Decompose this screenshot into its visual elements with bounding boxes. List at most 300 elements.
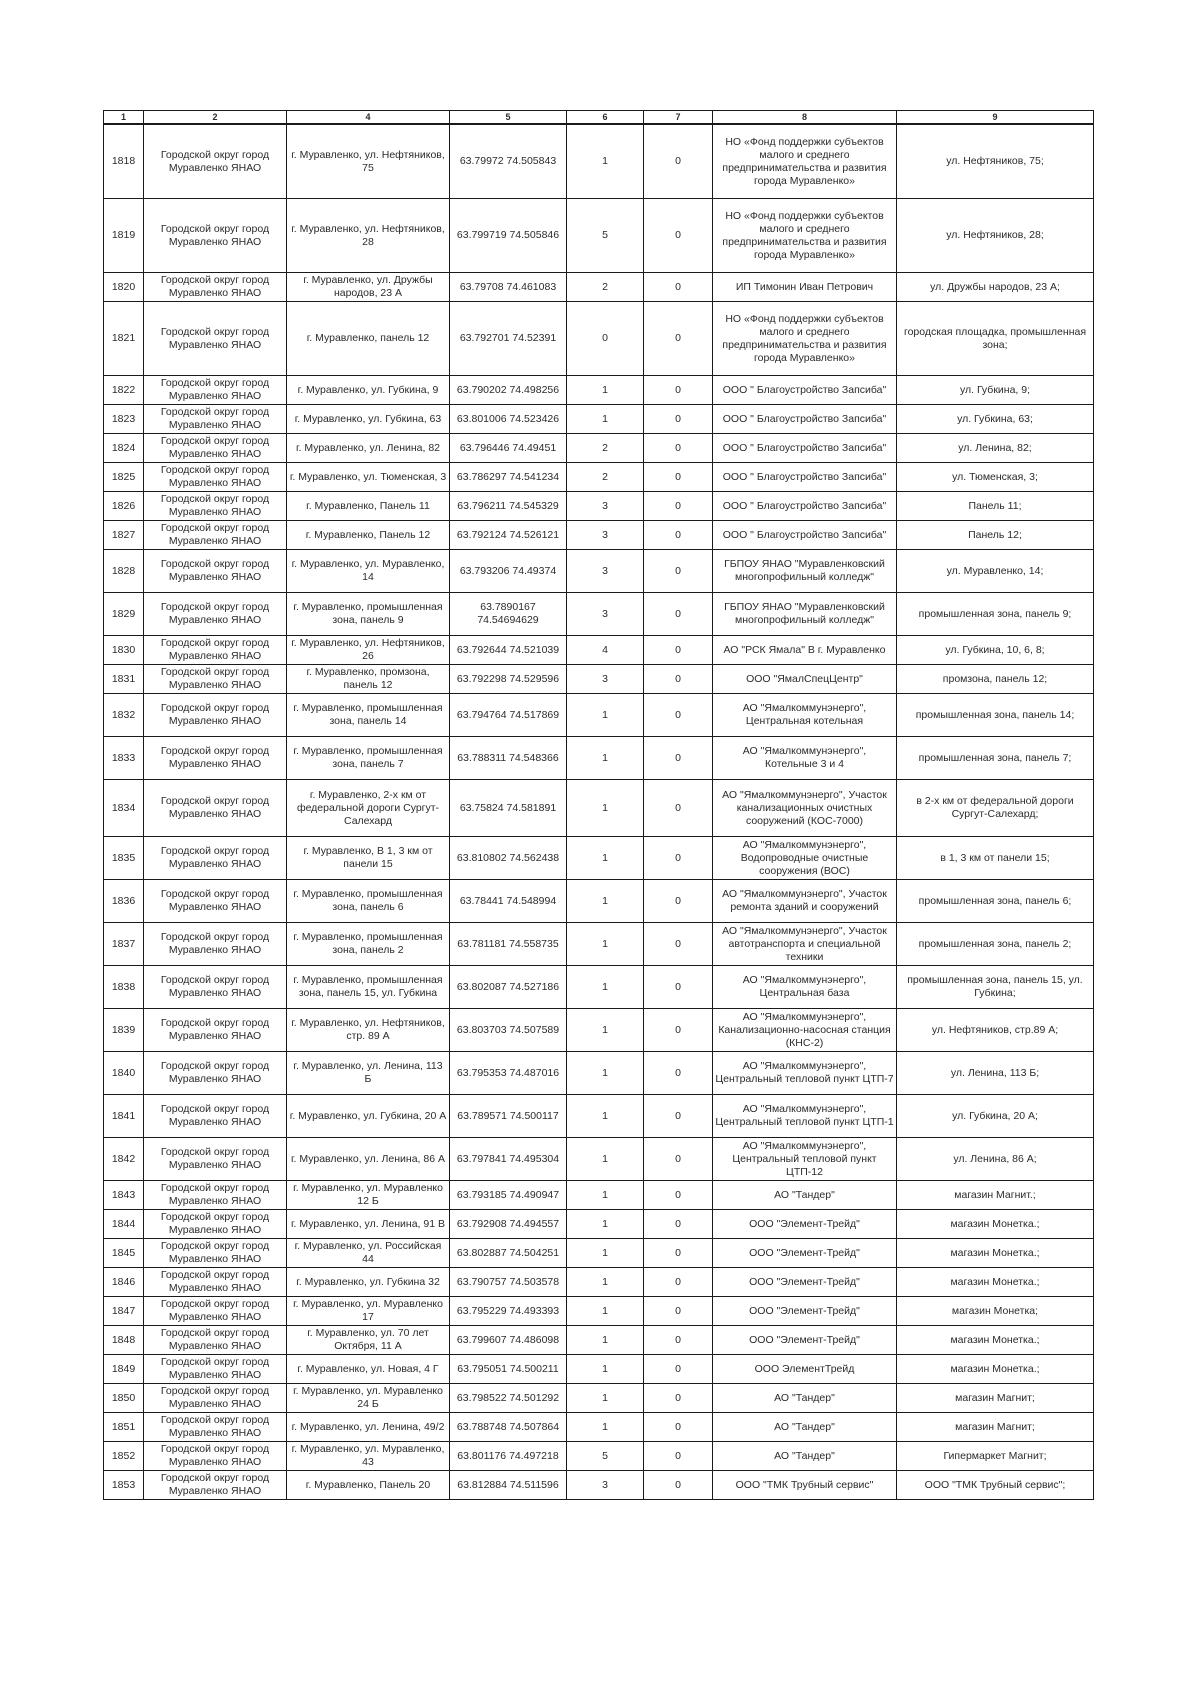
address-cell: г. Муравленко, промышленная зона, панель 2 xyxy=(287,923,450,966)
organization-cell: АО "Ямалкоммунэнерго", Центральный тепловой пункт ЦТП-1 xyxy=(713,1095,897,1138)
column-7-cell: 0 xyxy=(644,1297,713,1326)
source-location-cell: ул. Ленина, 86 А; xyxy=(897,1138,1094,1181)
column-7-cell: 0 xyxy=(644,1052,713,1095)
column-6-cell: 3 xyxy=(567,492,644,521)
column-header: 7 xyxy=(644,111,713,125)
table-row xyxy=(104,1355,1094,1384)
coordinates-cell: 63.781181 74.558735 xyxy=(450,923,567,966)
coordinates-cell: 63.795051 74.500211 xyxy=(450,1355,567,1384)
table-row xyxy=(104,966,1094,1009)
organization-cell: ООО " Благоустройство Запсиба" xyxy=(713,434,897,463)
column-6-cell: 1 xyxy=(567,694,644,737)
column-6-cell: 1 xyxy=(567,1095,644,1138)
address-cell: г. Муравленко, 2-х км от федеральной дороги Сургут-Салехард xyxy=(287,780,450,837)
source-location-cell: магазин Монетка.; xyxy=(897,1326,1094,1355)
municipality-cell: Городской округ город Муравленко ЯНАО xyxy=(144,1471,287,1500)
coordinates-cell: 63.793206 74.49374 xyxy=(450,550,567,593)
address-cell: г. Муравленко, ул. Губкина, 63 xyxy=(287,405,450,434)
row-number-cell: 1820 xyxy=(104,273,144,302)
column-6-cell: 5 xyxy=(567,1442,644,1471)
column-6-cell: 1 xyxy=(567,1181,644,1210)
row-number-cell: 1850 xyxy=(104,1384,144,1413)
address-cell: г. Муравленко, ул. Ленина, 91 В xyxy=(287,1210,450,1239)
column-6-cell: 1 xyxy=(567,737,644,780)
column-7-cell: 0 xyxy=(644,1009,713,1052)
table-row xyxy=(104,923,1094,966)
table-row xyxy=(104,636,1094,665)
column-7-cell: 0 xyxy=(644,665,713,694)
organization-cell: ООО "Элемент-Трейд" xyxy=(713,1268,897,1297)
registry-table xyxy=(103,110,1094,1500)
source-location-cell: в 2-х км от федеральной дороги Сургут-Салехард; xyxy=(897,780,1094,837)
table-row xyxy=(104,550,1094,593)
column-6-cell: 1 xyxy=(567,837,644,880)
source-location-cell: промышленная зона, панель 9; xyxy=(897,593,1094,636)
address-cell: г. Муравленко, ул. Дружбы народов, 23 А xyxy=(287,273,450,302)
source-location-cell: ул. Нефтяников, 28; xyxy=(897,199,1094,273)
coordinates-cell: 63.803703 74.507589 xyxy=(450,1009,567,1052)
municipality-cell: Городской округ город Муравленко ЯНАО xyxy=(144,1095,287,1138)
table-row xyxy=(104,737,1094,780)
address-cell: г. Муравленко, ул. Муравленко, 43 xyxy=(287,1442,450,1471)
address-cell: г. Муравленко, промышленная зона, панель 7 xyxy=(287,737,450,780)
row-number-cell: 1827 xyxy=(104,521,144,550)
address-cell: г. Муравленко, ул. Муравленко 17 xyxy=(287,1297,450,1326)
row-number-cell: 1847 xyxy=(104,1297,144,1326)
organization-cell: НО «Фонд поддержки субъектов малого и среднего предпринимательства и развития города Муравленко» xyxy=(713,124,897,199)
document-page xyxy=(103,110,1093,1500)
table-row xyxy=(104,463,1094,492)
column-7-cell: 0 xyxy=(644,521,713,550)
row-number-cell: 1842 xyxy=(104,1138,144,1181)
coordinates-cell: 63.788748 74.507864 xyxy=(450,1413,567,1442)
column-7-cell: 0 xyxy=(644,434,713,463)
column-6-cell: 1 xyxy=(567,780,644,837)
column-6-cell: 1 xyxy=(567,1239,644,1268)
row-number-cell: 1834 xyxy=(104,780,144,837)
column-header: 5 xyxy=(450,111,567,125)
column-6-cell: 3 xyxy=(567,593,644,636)
table-row xyxy=(104,593,1094,636)
municipality-cell: Городской округ город Муравленко ЯНАО xyxy=(144,1268,287,1297)
column-6-cell: 4 xyxy=(567,636,644,665)
address-cell: г. Муравленко, промзона, панель 12 xyxy=(287,665,450,694)
municipality-cell: Городской округ город Муравленко ЯНАО xyxy=(144,593,287,636)
row-number-cell: 1835 xyxy=(104,837,144,880)
column-7-cell: 0 xyxy=(644,273,713,302)
column-7-cell: 0 xyxy=(644,694,713,737)
address-cell: г. Муравленко, Панель 12 xyxy=(287,521,450,550)
organization-cell: АО "Ямалкоммунэнерго", Участок автотранспорта и специальной техники xyxy=(713,923,897,966)
municipality-cell: Городской округ город Муравленко ЯНАО xyxy=(144,837,287,880)
row-number-cell: 1838 xyxy=(104,966,144,1009)
coordinates-cell: 63.799607 74.486098 xyxy=(450,1326,567,1355)
column-7-cell: 0 xyxy=(644,302,713,376)
column-6-cell: 3 xyxy=(567,1471,644,1500)
source-location-cell: ул. Дружбы народов, 23 А; xyxy=(897,273,1094,302)
address-cell: г. Муравленко, ул. Муравленко 24 Б xyxy=(287,1384,450,1413)
address-cell: г. Муравленко, панель 12 xyxy=(287,302,450,376)
coordinates-cell: 63.788311 74.548366 xyxy=(450,737,567,780)
column-6-cell: 1 xyxy=(567,124,644,199)
coordinates-cell: 63.7890167 74.54694629 xyxy=(450,593,567,636)
column-6-cell: 1 xyxy=(567,1384,644,1413)
row-number-cell: 1831 xyxy=(104,665,144,694)
organization-cell: ООО " Благоустройство Запсиба" xyxy=(713,405,897,434)
column-6-cell: 1 xyxy=(567,880,644,923)
row-number-cell: 1829 xyxy=(104,593,144,636)
organization-cell: АО "Ямалкоммунэнерго", Центральная база xyxy=(713,966,897,1009)
address-cell: г. Муравленко, Панель 20 xyxy=(287,1471,450,1500)
municipality-cell: Городской округ город Муравленко ЯНАО xyxy=(144,463,287,492)
row-number-cell: 1830 xyxy=(104,636,144,665)
row-number-cell: 1833 xyxy=(104,737,144,780)
coordinates-cell: 63.792298 74.529596 xyxy=(450,665,567,694)
source-location-cell: Панель 11; xyxy=(897,492,1094,521)
coordinates-cell: 63.812884 74.511596 xyxy=(450,1471,567,1500)
column-7-cell: 0 xyxy=(644,837,713,880)
address-cell: г. Муравленко, ул. Ленина, 82 xyxy=(287,434,450,463)
table-row xyxy=(104,1210,1094,1239)
column-header: 9 xyxy=(897,111,1094,125)
column-6-cell: 1 xyxy=(567,1355,644,1384)
organization-cell: НО «Фонд поддержки субъектов малого и среднего предпринимательства и развития города Муравленко» xyxy=(713,199,897,273)
source-location-cell: промзона, панель 12; xyxy=(897,665,1094,694)
table-row xyxy=(104,1268,1094,1297)
column-7-cell: 0 xyxy=(644,1181,713,1210)
row-number-cell: 1823 xyxy=(104,405,144,434)
organization-cell: ООО " Благоустройство Запсиба" xyxy=(713,463,897,492)
address-cell: г. Муравленко, ул. Нефтяников, 75 xyxy=(287,124,450,199)
table-row xyxy=(104,273,1094,302)
row-number-cell: 1844 xyxy=(104,1210,144,1239)
column-7-cell: 0 xyxy=(644,1268,713,1297)
column-6-cell: 2 xyxy=(567,434,644,463)
column-6-cell: 1 xyxy=(567,1210,644,1239)
row-number-cell: 1836 xyxy=(104,880,144,923)
coordinates-cell: 63.792644 74.521039 xyxy=(450,636,567,665)
address-cell: г. Муравленко, ул. Ленина, 113 Б xyxy=(287,1052,450,1095)
address-cell: г. Муравленко, промышленная зона, панель 14 xyxy=(287,694,450,737)
organization-cell: ГБПОУ ЯНАО "Муравленковский многопрофильный колледж" xyxy=(713,593,897,636)
source-location-cell: магазин Монетка.; xyxy=(897,1268,1094,1297)
organization-cell: ООО "ТМК Трубный сервис" xyxy=(713,1471,897,1500)
coordinates-cell: 63.799719 74.505846 xyxy=(450,199,567,273)
table-row xyxy=(104,1052,1094,1095)
municipality-cell: Городской округ город Муравленко ЯНАО xyxy=(144,1210,287,1239)
municipality-cell: Городской округ город Муравленко ЯНАО xyxy=(144,966,287,1009)
table-row xyxy=(104,1413,1094,1442)
table-row xyxy=(104,124,1094,199)
organization-cell: АО "Тандер" xyxy=(713,1181,897,1210)
column-7-cell: 0 xyxy=(644,405,713,434)
organization-cell: ООО "Элемент-Трейд" xyxy=(713,1297,897,1326)
organization-cell: АО "Тандер" xyxy=(713,1384,897,1413)
column-header: 1 xyxy=(104,111,144,125)
organization-cell: АО "Ямалкоммунэнерго", Центральная котельная xyxy=(713,694,897,737)
coordinates-cell: 63.75824 74.581891 xyxy=(450,780,567,837)
organization-cell: АО "Тандер" xyxy=(713,1442,897,1471)
table-row xyxy=(104,780,1094,837)
municipality-cell: Городской округ город Муравленко ЯНАО xyxy=(144,521,287,550)
column-7-cell: 0 xyxy=(644,880,713,923)
column-6-cell: 1 xyxy=(567,1413,644,1442)
municipality-cell: Городской округ город Муравленко ЯНАО xyxy=(144,737,287,780)
table-row xyxy=(104,1009,1094,1052)
municipality-cell: Городской округ город Муравленко ЯНАО xyxy=(144,376,287,405)
column-6-cell: 2 xyxy=(567,273,644,302)
municipality-cell: Городской округ город Муравленко ЯНАО xyxy=(144,780,287,837)
column-header: 8 xyxy=(713,111,897,125)
table-row xyxy=(104,302,1094,376)
address-cell: г. Муравленко, ул. Муравленко 12 Б xyxy=(287,1181,450,1210)
address-cell: г. Муравленко, промышленная зона, панель 15, ул. Губкина xyxy=(287,966,450,1009)
row-number-cell: 1852 xyxy=(104,1442,144,1471)
source-location-cell: городская площадка, промышленная зона; xyxy=(897,302,1094,376)
coordinates-cell: 63.802887 74.504251 xyxy=(450,1239,567,1268)
column-7-cell: 0 xyxy=(644,1138,713,1181)
address-cell: г. Муравленко, ул. Муравленко, 14 xyxy=(287,550,450,593)
organization-cell: АО "РСК Ямала" В г. Муравленко xyxy=(713,636,897,665)
column-header: 4 xyxy=(287,111,450,125)
municipality-cell: Городской округ город Муравленко ЯНАО xyxy=(144,124,287,199)
address-cell: г. Муравленко, В 1, 3 км от панели 15 xyxy=(287,837,450,880)
source-location-cell: магазин Магнит; xyxy=(897,1413,1094,1442)
column-7-cell: 0 xyxy=(644,463,713,492)
coordinates-cell: 63.793185 74.490947 xyxy=(450,1181,567,1210)
row-number-cell: 1819 xyxy=(104,199,144,273)
organization-cell: АО "Ямалкоммунэнерго", Водопроводные очистные сооружения (ВОС) xyxy=(713,837,897,880)
address-cell: г. Муравленко, ул. Нефтяников, 28 xyxy=(287,199,450,273)
municipality-cell: Городской округ город Муравленко ЯНАО xyxy=(144,1355,287,1384)
column-6-cell: 1 xyxy=(567,1297,644,1326)
table-row xyxy=(104,492,1094,521)
organization-cell: ООО "Элемент-Трейд" xyxy=(713,1210,897,1239)
organization-cell: ГБПОУ ЯНАО "Муравленковский многопрофильный колледж" xyxy=(713,550,897,593)
coordinates-cell: 63.794764 74.517869 xyxy=(450,694,567,737)
address-cell: г. Муравленко, ул. Губкина, 9 xyxy=(287,376,450,405)
column-7-cell: 0 xyxy=(644,636,713,665)
municipality-cell: Городской округ город Муравленко ЯНАО xyxy=(144,1297,287,1326)
organization-cell: АО "Ямалкоммунэнерго", Канализационно-насосная станция (КНС-2) xyxy=(713,1009,897,1052)
municipality-cell: Городской округ город Муравленко ЯНАО xyxy=(144,1052,287,1095)
organization-cell: НО «Фонд поддержки субъектов малого и среднего предпринимательства и развития города Муравленко» xyxy=(713,302,897,376)
source-location-cell: Гипермаркет Магнит; xyxy=(897,1442,1094,1471)
municipality-cell: Городской округ город Муравленко ЯНАО xyxy=(144,665,287,694)
source-location-cell: магазин Магнит.; xyxy=(897,1181,1094,1210)
address-cell: г. Муравленко, ул. Новая, 4 Г xyxy=(287,1355,450,1384)
column-7-cell: 0 xyxy=(644,492,713,521)
source-location-cell: магазин Магнит; xyxy=(897,1384,1094,1413)
column-7-cell: 0 xyxy=(644,966,713,1009)
organization-cell: ООО "Элемент-Трейд" xyxy=(713,1326,897,1355)
municipality-cell: Городской округ город Муравленко ЯНАО xyxy=(144,1009,287,1052)
source-location-cell: ул. Муравленко, 14; xyxy=(897,550,1094,593)
coordinates-cell: 63.796446 74.49451 xyxy=(450,434,567,463)
coordinates-cell: 63.79972 74.505843 xyxy=(450,124,567,199)
row-number-cell: 1851 xyxy=(104,1413,144,1442)
coordinates-cell: 63.796211 74.545329 xyxy=(450,492,567,521)
header-row xyxy=(104,111,1094,125)
row-number-cell: 1841 xyxy=(104,1095,144,1138)
municipality-cell: Городской округ город Муравленко ЯНАО xyxy=(144,405,287,434)
row-number-cell: 1832 xyxy=(104,694,144,737)
municipality-cell: Городской округ город Муравленко ЯНАО xyxy=(144,923,287,966)
table-body xyxy=(104,124,1094,1500)
table-row xyxy=(104,199,1094,273)
organization-cell: АО "Ямалкоммунэнерго", Котельные 3 и 4 xyxy=(713,737,897,780)
municipality-cell: Городской округ город Муравленко ЯНАО xyxy=(144,1413,287,1442)
coordinates-cell: 63.789571 74.500117 xyxy=(450,1095,567,1138)
municipality-cell: Городской округ город Муравленко ЯНАО xyxy=(144,273,287,302)
table-row xyxy=(104,1095,1094,1138)
municipality-cell: Городской округ город Муравленко ЯНАО xyxy=(144,199,287,273)
source-location-cell: ул. Губкина, 63; xyxy=(897,405,1094,434)
source-location-cell: ул. Ленина, 82; xyxy=(897,434,1094,463)
coordinates-cell: 63.792908 74.494557 xyxy=(450,1210,567,1239)
source-location-cell: ул. Ленина, 113 Б; xyxy=(897,1052,1094,1095)
column-6-cell: 5 xyxy=(567,199,644,273)
table-row xyxy=(104,1442,1094,1471)
address-cell: г. Муравленко, ул. Тюменская, 3 xyxy=(287,463,450,492)
organization-cell: ООО "ЯмалСпецЦентр" xyxy=(713,665,897,694)
municipality-cell: Городской округ город Муравленко ЯНАО xyxy=(144,1326,287,1355)
organization-cell: ООО "Элемент-Трейд" xyxy=(713,1239,897,1268)
column-7-cell: 0 xyxy=(644,550,713,593)
source-location-cell: промышленная зона, панель 15, ул. Губкина; xyxy=(897,966,1094,1009)
coordinates-cell: 63.810802 74.562438 xyxy=(450,837,567,880)
column-7-cell: 0 xyxy=(644,1413,713,1442)
column-7-cell: 0 xyxy=(644,737,713,780)
row-number-cell: 1849 xyxy=(104,1355,144,1384)
table-row xyxy=(104,521,1094,550)
column-7-cell: 0 xyxy=(644,1210,713,1239)
address-cell: г. Муравленко, ул. Нефтяников, 26 xyxy=(287,636,450,665)
column-7-cell: 0 xyxy=(644,1095,713,1138)
source-location-cell: промышленная зона, панель 14; xyxy=(897,694,1094,737)
address-cell: г. Муравленко, ул. Российская 44 xyxy=(287,1239,450,1268)
source-location-cell: промышленная зона, панель 6; xyxy=(897,880,1094,923)
source-location-cell: ул. Нефтяников, стр.89 А; xyxy=(897,1009,1094,1052)
source-location-cell: ул. Нефтяников, 75; xyxy=(897,124,1094,199)
address-cell: г. Муравленко, промышленная зона, панель 6 xyxy=(287,880,450,923)
address-cell: г. Муравленко, ул. Ленина, 49/2 xyxy=(287,1413,450,1442)
organization-cell: ООО " Благоустройство Запсиба" xyxy=(713,376,897,405)
row-number-cell: 1828 xyxy=(104,550,144,593)
column-6-cell: 1 xyxy=(567,1326,644,1355)
coordinates-cell: 63.795353 74.487016 xyxy=(450,1052,567,1095)
row-number-cell: 1837 xyxy=(104,923,144,966)
coordinates-cell: 63.795229 74.493393 xyxy=(450,1297,567,1326)
organization-cell: ООО ЭлементТрейд xyxy=(713,1355,897,1384)
column-6-cell: 3 xyxy=(567,665,644,694)
coordinates-cell: 63.790202 74.498256 xyxy=(450,376,567,405)
coordinates-cell: 63.790757 74.503578 xyxy=(450,1268,567,1297)
row-number-cell: 1821 xyxy=(104,302,144,376)
coordinates-cell: 63.79708 74.461083 xyxy=(450,273,567,302)
column-6-cell: 2 xyxy=(567,463,644,492)
organization-cell: АО "Ямалкоммунэнерго", Участок канализационных очистных сооружений (КОС-7000) xyxy=(713,780,897,837)
table-row xyxy=(104,1384,1094,1413)
coordinates-cell: 63.792701 74.52391 xyxy=(450,302,567,376)
source-location-cell: ул. Губкина, 20 А; xyxy=(897,1095,1094,1138)
address-cell: г. Муравленко, Панель 11 xyxy=(287,492,450,521)
source-location-cell: ул. Тюменская, 3; xyxy=(897,463,1094,492)
municipality-cell: Городской округ город Муравленко ЯНАО xyxy=(144,550,287,593)
address-cell: г. Муравленко, ул. Ленина, 86 А xyxy=(287,1138,450,1181)
source-location-cell: ООО "ТМК Трубный сервис"; xyxy=(897,1471,1094,1500)
table-row xyxy=(104,376,1094,405)
source-location-cell: промышленная зона, панель 2; xyxy=(897,923,1094,966)
row-number-cell: 1846 xyxy=(104,1268,144,1297)
column-7-cell: 0 xyxy=(644,923,713,966)
municipality-cell: Городской округ город Муравленко ЯНАО xyxy=(144,1239,287,1268)
municipality-cell: Городской округ город Муравленко ЯНАО xyxy=(144,694,287,737)
source-location-cell: ул. Губкина, 10, 6, 8; xyxy=(897,636,1094,665)
address-cell: г. Муравленко, промышленная зона, панель 9 xyxy=(287,593,450,636)
table-row xyxy=(104,1297,1094,1326)
row-number-cell: 1839 xyxy=(104,1009,144,1052)
table-row xyxy=(104,1181,1094,1210)
row-number-cell: 1822 xyxy=(104,376,144,405)
organization-cell: АО "Ямалкоммунэнерго", Участок ремонта зданий и сооружений xyxy=(713,880,897,923)
source-location-cell: промышленная зона, панель 7; xyxy=(897,737,1094,780)
column-6-cell: 1 xyxy=(567,376,644,405)
column-6-cell: 1 xyxy=(567,1052,644,1095)
row-number-cell: 1818 xyxy=(104,124,144,199)
row-number-cell: 1825 xyxy=(104,463,144,492)
column-7-cell: 0 xyxy=(644,1442,713,1471)
source-location-cell: ул. Губкина, 9; xyxy=(897,376,1094,405)
municipality-cell: Городской округ город Муравленко ЯНАО xyxy=(144,1442,287,1471)
table-row xyxy=(104,880,1094,923)
source-location-cell: магазин Монетка.; xyxy=(897,1210,1094,1239)
column-7-cell: 0 xyxy=(644,593,713,636)
column-7-cell: 0 xyxy=(644,780,713,837)
column-6-cell: 1 xyxy=(567,923,644,966)
coordinates-cell: 63.802087 74.527186 xyxy=(450,966,567,1009)
address-cell: г. Муравленко, ул. Губкина 32 xyxy=(287,1268,450,1297)
address-cell: г. Муравленко, ул. Нефтяников, стр. 89 А xyxy=(287,1009,450,1052)
column-7-cell: 0 xyxy=(644,199,713,273)
row-number-cell: 1843 xyxy=(104,1181,144,1210)
table-row xyxy=(104,837,1094,880)
coordinates-cell: 63.801006 74.523426 xyxy=(450,405,567,434)
coordinates-cell: 63.798522 74.501292 xyxy=(450,1384,567,1413)
table-row xyxy=(104,434,1094,463)
municipality-cell: Городской округ город Муравленко ЯНАО xyxy=(144,880,287,923)
municipality-cell: Городской округ город Муравленко ЯНАО xyxy=(144,1138,287,1181)
table-row xyxy=(104,1239,1094,1268)
source-location-cell: магазин Монетка.; xyxy=(897,1355,1094,1384)
address-cell: г. Муравленко, ул. 70 лет Октября, 11 А xyxy=(287,1326,450,1355)
column-7-cell: 0 xyxy=(644,1384,713,1413)
coordinates-cell: 63.797841 74.495304 xyxy=(450,1138,567,1181)
column-6-cell: 1 xyxy=(567,1138,644,1181)
column-6-cell: 1 xyxy=(567,1009,644,1052)
column-6-cell: 3 xyxy=(567,521,644,550)
table-row xyxy=(104,1326,1094,1355)
municipality-cell: Городской округ город Муравленко ЯНАО xyxy=(144,1181,287,1210)
row-number-cell: 1840 xyxy=(104,1052,144,1095)
row-number-cell: 1845 xyxy=(104,1239,144,1268)
organization-cell: АО "Ямалкоммунэнерго", Центральный тепловой пункт ЦТП-7 xyxy=(713,1052,897,1095)
source-location-cell: в 1, 3 км от панели 15; xyxy=(897,837,1094,880)
column-header: 6 xyxy=(567,111,644,125)
column-header: 2 xyxy=(144,111,287,125)
column-6-cell: 3 xyxy=(567,550,644,593)
column-6-cell: 0 xyxy=(567,302,644,376)
